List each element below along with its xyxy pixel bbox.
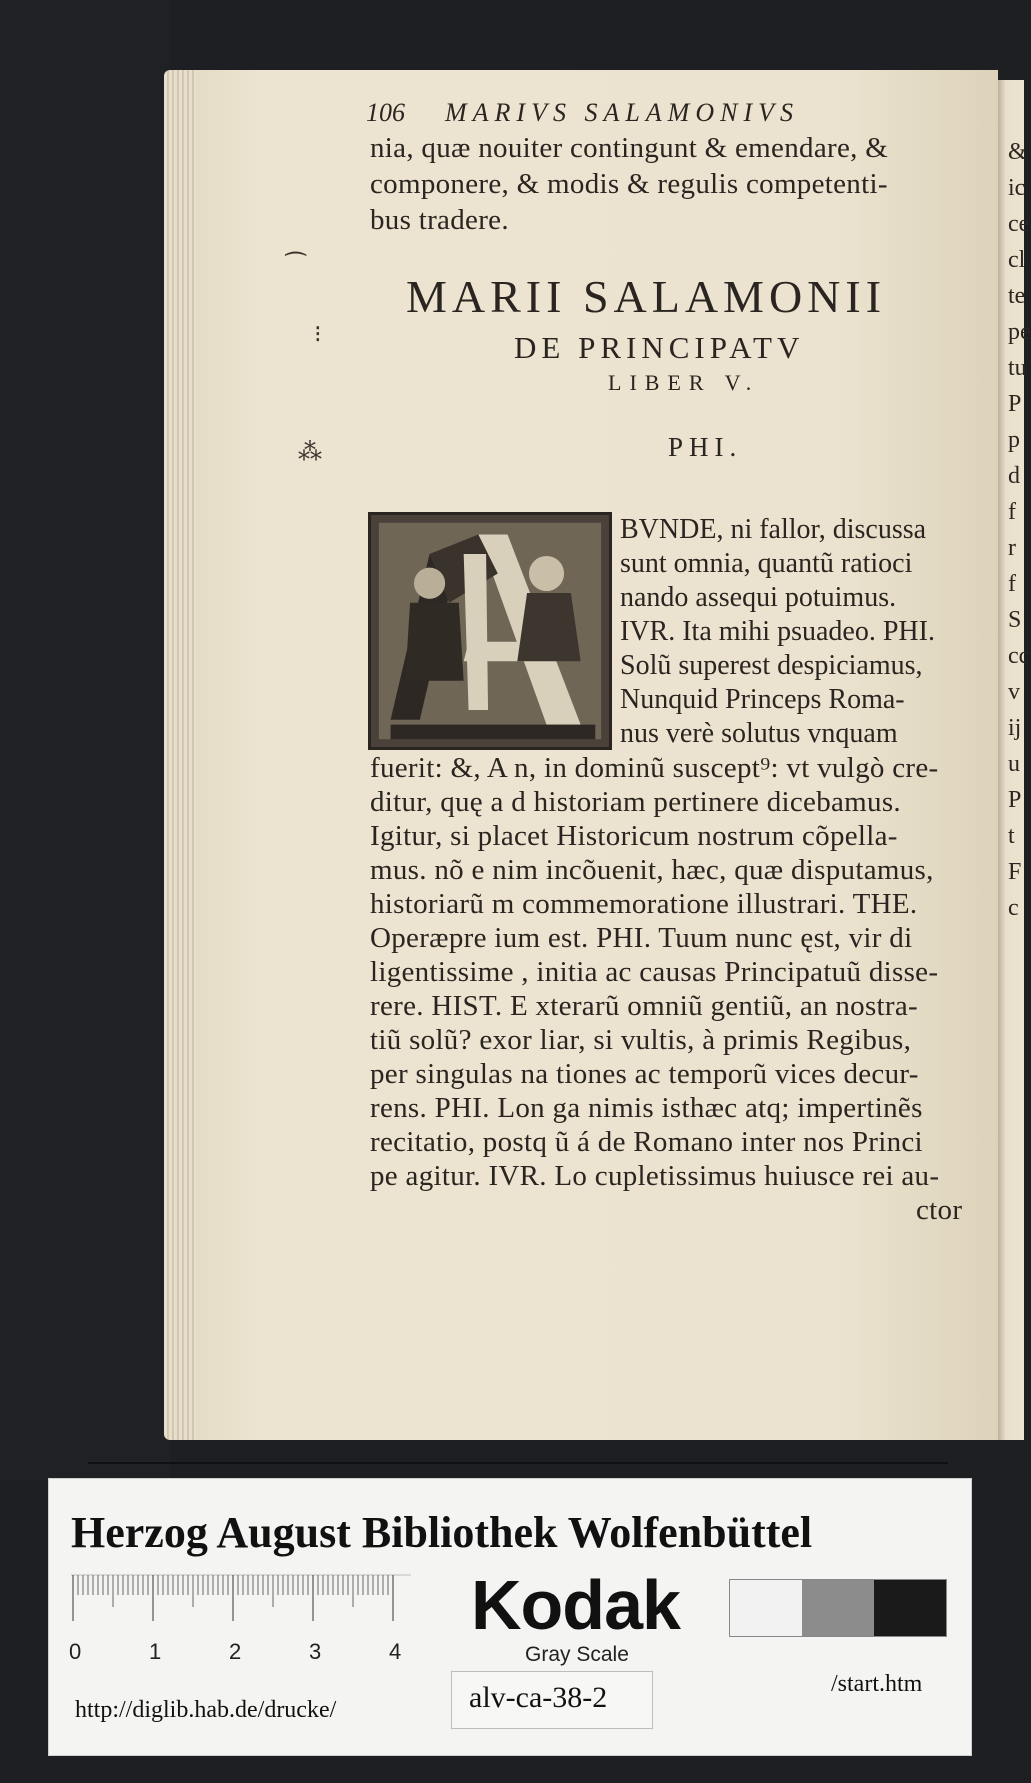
kodak-logo: Kodak: [471, 1566, 680, 1644]
margin-mark: ⁝: [314, 322, 322, 348]
facing-page-fragment: tu: [1008, 355, 1027, 381]
ruler-number: 2: [229, 1639, 242, 1664]
text-line: per singulas na tiones ac temporũ vices decur-: [370, 1058, 919, 1090]
gray-scale-label: Gray Scale: [525, 1643, 629, 1666]
facing-page-fragment: P: [1008, 391, 1022, 417]
facing-page-fragment: pe: [1008, 319, 1031, 345]
text-line: mus. nõ e nim incõuenit, hæc, quæ disputamus,: [370, 854, 934, 886]
library-name: Herzog August Bibliothek Wolfenbüttel: [71, 1508, 813, 1557]
url-prefix: http://diglib.hab.de/drucke/: [75, 1697, 337, 1723]
text-line: rere. HIST. E xterarũ omniũ gentiũ, an nostra-: [370, 990, 918, 1022]
url-suffix: /start.htm: [831, 1671, 923, 1697]
facing-page-fragment: d: [1008, 463, 1020, 489]
facing-page-fragment: te: [1008, 283, 1026, 309]
text-line: componere, & modis & regulis competenti-: [370, 168, 888, 200]
facing-page-fragment: t: [1008, 823, 1015, 849]
ruler-number: 4: [389, 1639, 402, 1664]
gray-swatches: [729, 1579, 947, 1637]
text-line: Operæpre ium est. PHI. Tuum nunc ęst, vir di: [370, 922, 913, 954]
facing-page-fragment: c: [1008, 895, 1019, 921]
swatch-white: [730, 1580, 802, 1636]
catchword: ctor: [916, 1194, 963, 1226]
facing-page-fragment: ij: [1008, 715, 1022, 741]
ruler-scale-icon: [71, 1575, 411, 1635]
facing-page-edge: [998, 80, 1031, 1440]
shadow-line: [88, 1462, 948, 1464]
facing-page-fragment: S: [1008, 607, 1022, 633]
text-line: nus verè solutus vnquam: [620, 718, 898, 749]
text-line: pe agitur. IVR. Lo cupletissimus huiusce rei au-: [370, 1160, 940, 1192]
facing-page-fragment: P: [1008, 787, 1022, 813]
book-number: LIBER V.: [608, 370, 760, 395]
book-subtitle: DE PRINCIPATV: [514, 330, 805, 365]
facing-page-fragment: ic: [1008, 175, 1026, 201]
dark-background: [0, 0, 170, 1480]
text-line: ligentissime , initia ac causas Principatuũ disse-: [370, 956, 939, 988]
facing-page-fragment: p: [1008, 427, 1020, 453]
text-line: historiarũ m commemoratione illustrari. THE.: [370, 888, 918, 920]
text-line: nando assequi potuimus.: [620, 582, 897, 613]
text-line: recitatio, postq ũ á de Romano inter nos Princi: [370, 1126, 923, 1158]
facing-page-fragment: F: [1008, 859, 1022, 885]
facing-page-fragment: cc: [1008, 643, 1030, 669]
facing-page-fragment: &: [1008, 139, 1027, 165]
ruler-number: 1: [149, 1639, 162, 1664]
text-line: BVNDE, ni fallor, discussa: [620, 514, 927, 545]
call-number: alv-ca-38-2: [469, 1681, 608, 1714]
running-head-text: MARIVS SALAMONIVS: [445, 98, 800, 127]
text-line: nia, quæ nouiter contingunt & emendare, &: [370, 132, 889, 164]
facing-page-fragment: cl: [1008, 247, 1026, 273]
facing-page-fragment: f: [1008, 499, 1016, 525]
woodcut-illustration-icon: [371, 515, 609, 747]
margin-mark: ⁂: [298, 440, 322, 466]
page-number: 106: [366, 98, 405, 127]
text-line: Nunquid Princeps Roma-: [620, 684, 905, 715]
facing-page-fragment: ce: [1008, 211, 1030, 237]
ruler-number: 3: [309, 1639, 322, 1664]
book-page: [196, 70, 998, 1440]
margin-mark: ⁀: [286, 254, 306, 280]
text-line: sunt omnia, quantũ ratioci: [620, 548, 913, 579]
text-line: tiũ solũ? exor liar, si vultis, à primis Regibus,: [370, 1024, 912, 1056]
text-line: rens. PHI. Lon ga nimis isthæc atq; impertinẽs: [370, 1092, 923, 1124]
text-line: IVR. Ita mihi psuadeo. PHI.: [620, 616, 935, 647]
running-head: [366, 98, 886, 128]
decorated-initial-woodcut: [368, 512, 612, 750]
facing-page-fragment: f: [1008, 571, 1016, 597]
text-line: Igitur, si placet Historicum nostrum cõpella-: [370, 820, 898, 852]
text-line: Solũ superest despiciamus,: [620, 650, 923, 681]
facing-page-fragment: r: [1008, 535, 1016, 561]
swatch-gray: [802, 1580, 874, 1636]
ruler-number: 0: [69, 1639, 82, 1664]
speaker-label: PHI.: [668, 432, 743, 462]
text-line: bus tradere.: [370, 204, 509, 236]
facing-page-fragment: v: [1008, 679, 1020, 705]
color-calibration-card: [48, 1478, 972, 1756]
text-line: fuerit: &, A n, in dominũ suscept⁹: vt vulgò cre-: [370, 752, 939, 784]
facing-page-fragment: u: [1008, 751, 1020, 777]
text-line: ditur, quę a d historiam pertinere dicebamus.: [370, 786, 901, 818]
book-title: MARII SALAMONII: [406, 271, 887, 322]
swatch-black: [874, 1580, 946, 1636]
